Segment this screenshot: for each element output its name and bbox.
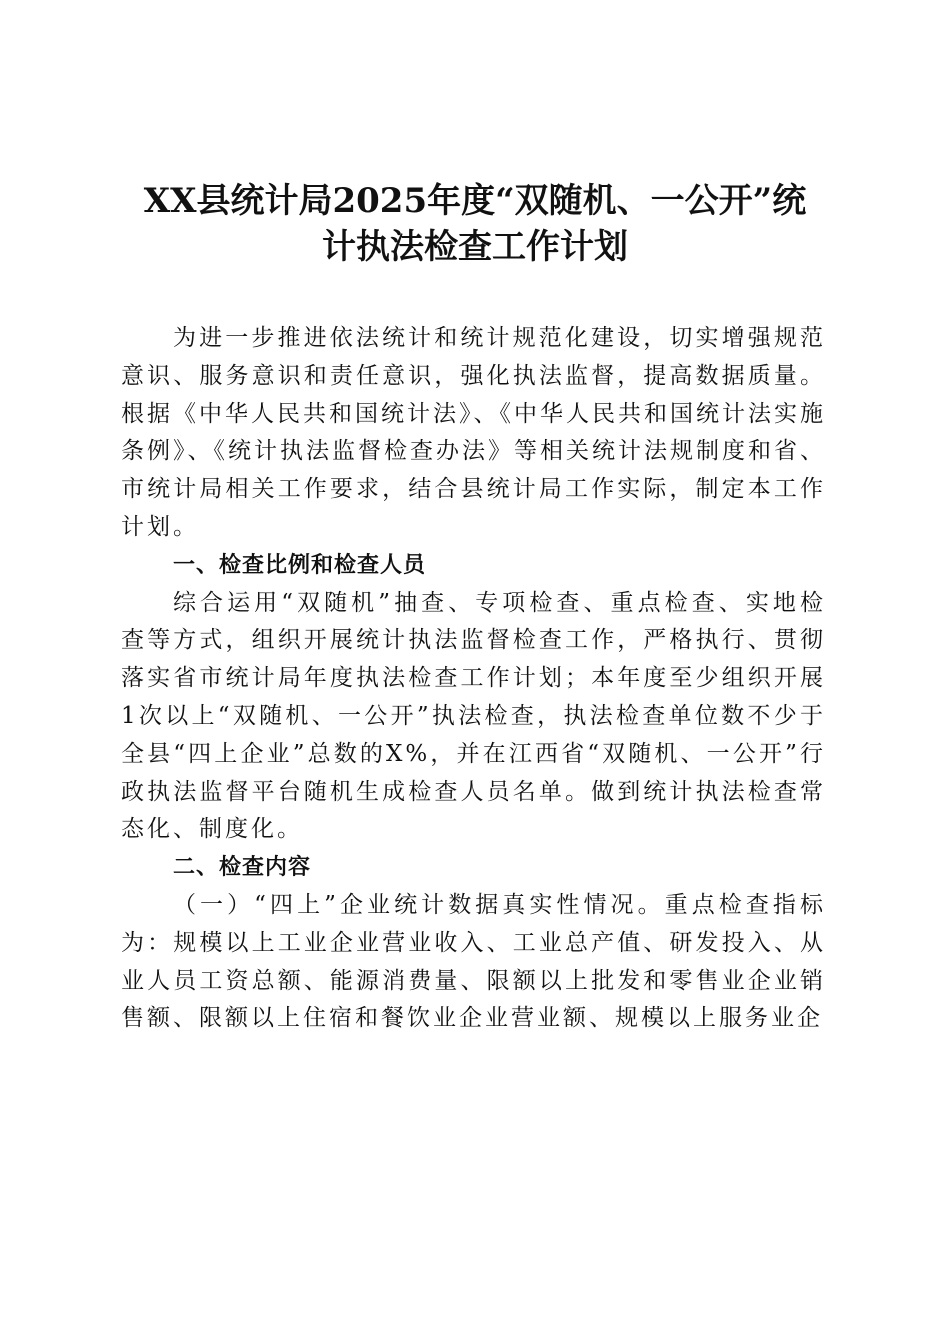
section-1-paragraph: 综合运用“双随机”抽查、专项检查、重点检查、实地检查等方式，组织开展统计执法监督检查工作，严格执行、贯彻落实省市统计局年度执法检查工作计划；本年度至少组织开展1次以上“双随机、一公开”执法检查，执法检查单位数不少于全县“四上企业”总数的X%，并在江西省“双随机、一公开”行政执法监督平台随机生成检查人员名单。做到统计执法检查常态化、制度化。	[121, 589, 826, 843]
document-body	[121, 320, 826, 1038]
title-line-1: XX县统计局2025年度“双随机、一公开”统	[143, 181, 807, 221]
section-2-heading: 二、检查内容	[173, 855, 312, 881]
intro-paragraph: 为进一步推进依法统计和统计规范化建设，切实增强规范意识、服务意识和责任意识，强化执法监督，提高数据质量。根据《中华人民共和国统计法》、《中华人民共和国统计法实施条例》、《统计执法监督检查办法》等相关统计法规制度和省、市统计局相关工作要求，结合县统计局工作实际，制定本工作计划。	[121, 325, 826, 540]
section-1-heading: 一、检查比例和检查人员	[173, 552, 427, 578]
document-title	[100, 178, 850, 270]
title-line-2: 计执法检查工作计划	[322, 227, 628, 267]
section-2-item-1-paragraph: （一）“四上”企业统计数据真实性情况。重点检查指标为：规模以上工业企业营业收入、工业总产值、研发投入、从业人员工资总额、能源消费量、限额以上批发和零售业企业销售额、限额以上住宿和餐饮业企业营业额、规模以上服务业企	[121, 891, 826, 1032]
